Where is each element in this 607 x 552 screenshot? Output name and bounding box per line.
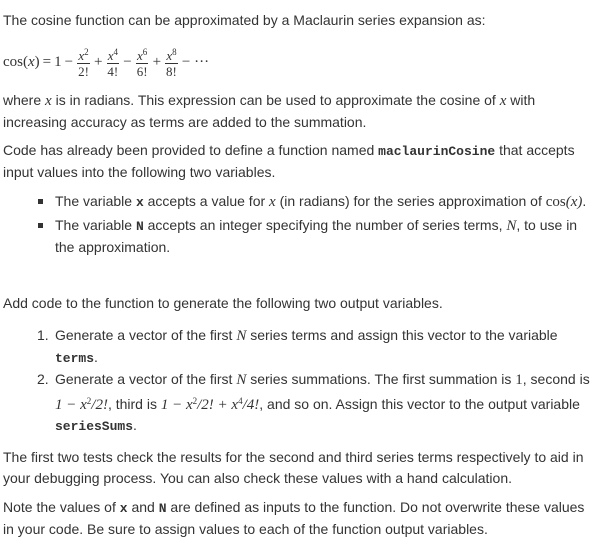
formula-paren-open: ( bbox=[23, 53, 28, 70]
bullet-icon bbox=[38, 199, 43, 204]
note-paragraph: Note the values of x and N are defined as inputs to the function. Do not overwrite these values in your code. Be sure to assign values to each of the function output variables. bbox=[3, 499, 585, 537]
list-item: 1. Generate a vector of the first N series terms and assign this vector to the variable terms. bbox=[37, 327, 558, 366]
function-name-code: maclaurinCosine bbox=[378, 144, 496, 159]
formula-sign: + bbox=[93, 53, 103, 70]
tests-paragraph: The first two tests check the results for the second and third series terms respectively to aid in your debugging process. You can also check these values with a hand calculation. bbox=[3, 449, 584, 486]
radians-paragraph: where x is in radians. This expression can be used to approximate the cosine of x with increasing accuracy as terms are added to the summation. bbox=[3, 92, 536, 130]
formula-paren-close: ) bbox=[34, 53, 40, 70]
list-item: 2. Generate a vector of the first N series summations. The first summation is 1, second is $1 - x^2/2$!, third is $1 - x^2/2$! + $x^4/4$!, and so on. Assign this vector to the output variable seriesSums. bbox=[37, 371, 590, 434]
formula-cos: cos bbox=[3, 53, 23, 70]
formula-sign: − bbox=[123, 53, 132, 70]
list-item: The variable N accepts an integer specifying the number of series terms, N, to use in the approximation. bbox=[37, 215, 593, 258]
formula-sign: + bbox=[152, 53, 162, 70]
function-description: Code has already been provided to define a function named maclaurinCosine that accepts input values into the following two variables. bbox=[3, 142, 575, 180]
outputs-intro: Add code to the function to generate the following two output variables. bbox=[3, 295, 443, 311]
formula-fraction: $\frac{x^8}{8!}$ bbox=[166, 47, 177, 79]
bullet-icon bbox=[38, 223, 43, 228]
formula-fraction: $\frac{x^2}{2!}$ bbox=[78, 47, 89, 79]
formula-equals: = bbox=[42, 53, 52, 70]
maclaurin-formula bbox=[3, 40, 212, 84]
list-item: The variable x accepts a value for x (in radians) for the series approximation of cos(x). bbox=[37, 191, 593, 213]
formula-fraction: $\frac{x^6}{6!}$ bbox=[136, 47, 148, 79]
intro-text: The cosine function can be approximated by a Maclaurin series expansion as: bbox=[3, 12, 486, 28]
formula-one: 1 bbox=[54, 53, 62, 70]
formula-sign: − bbox=[64, 53, 74, 70]
formula-var: x bbox=[28, 53, 35, 70]
output-steps-list bbox=[37, 325, 597, 438]
input-variables-list bbox=[37, 191, 593, 260]
formula-tail: − ··· bbox=[181, 53, 210, 70]
formula-fraction: $\frac{x^4}{4!}$ bbox=[107, 47, 119, 79]
